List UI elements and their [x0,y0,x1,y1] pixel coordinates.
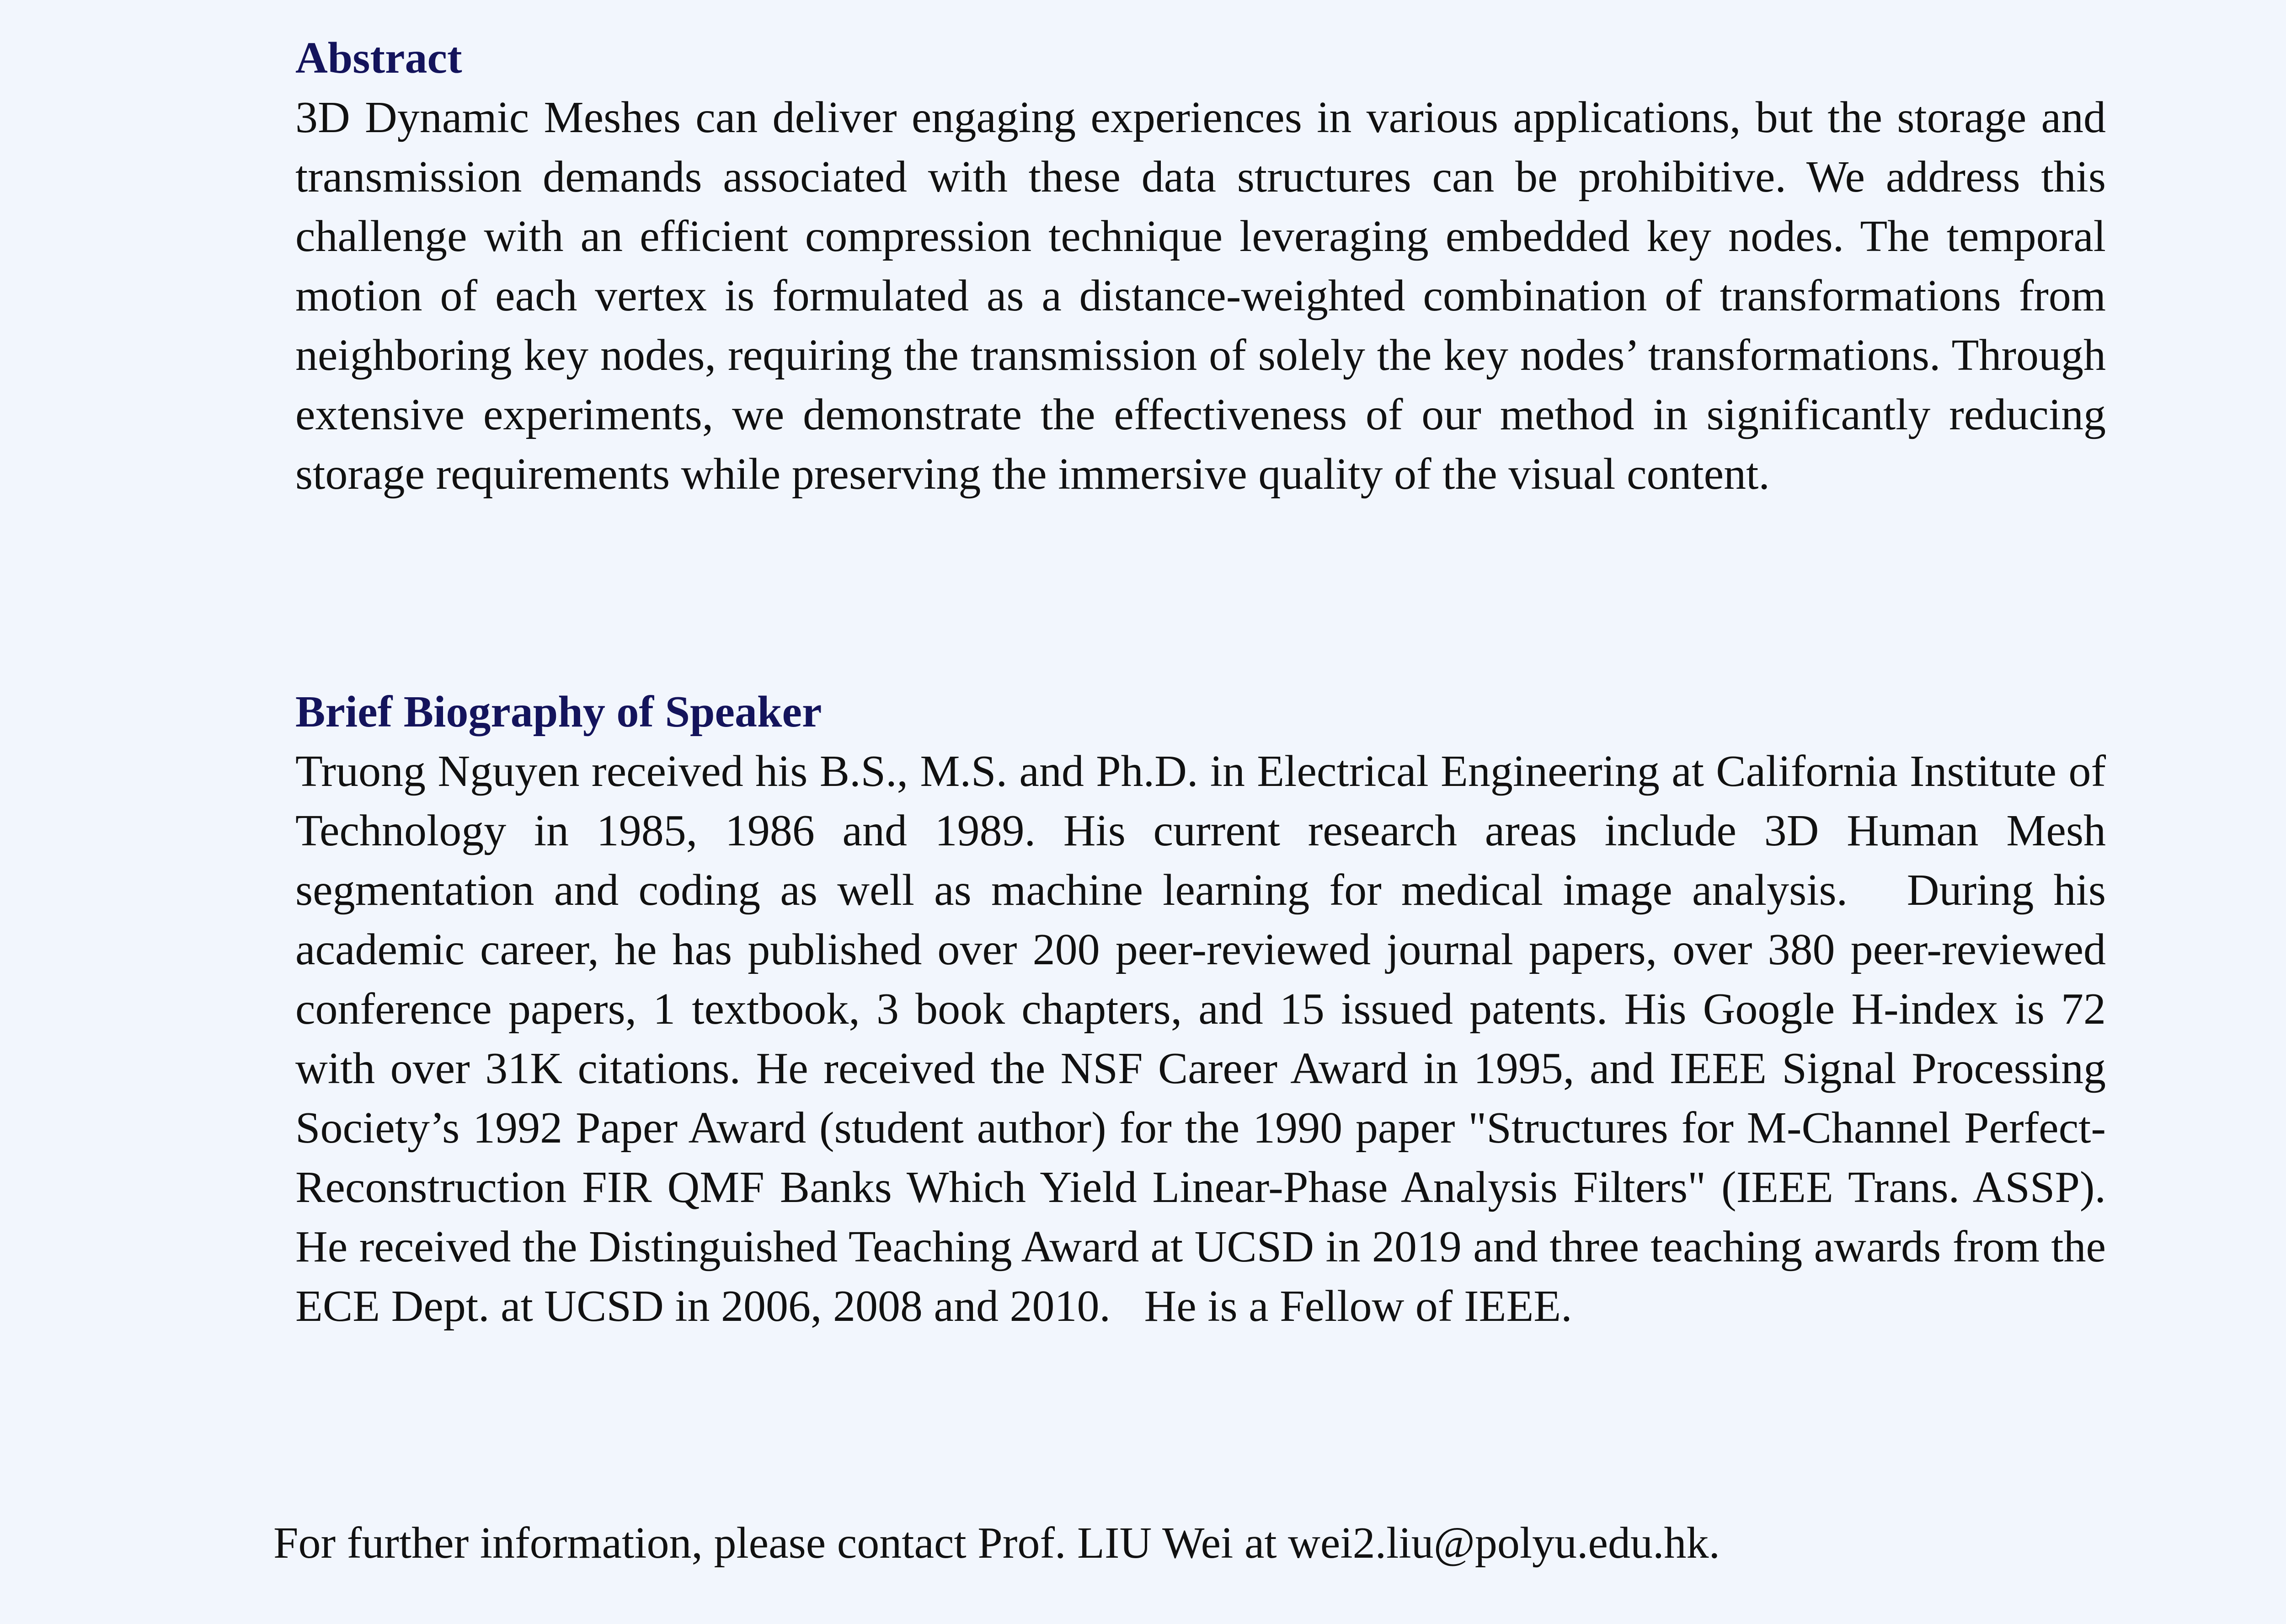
abstract-heading: Abstract [295,33,462,83]
biography-body: Truong Nguyen received his B.S., M.S. and Ph.D. in Electrical Engineering at California Institute of Technology in 1985, 1986 and 1989. His current research areas include 3D Human Mesh segmentation and coding as well as machine learning for medical image analysis. During his academic career, he has published over 200 peer-reviewed journal papers, over 380 peer-reviewed conference papers, 1 textbook, 3 book chapters, and 15 issued patents. His Google H-index is 72 with over 31K citations. He received the NSF Career Award in 1995, and IEEE Signal Processing Society’s 1992 Paper Award (student author) for the 1990 paper "Structures for M-Channel Perfect-Reconstruction FIR QMF Banks Which Yield Linear-Phase Analysis Filters" (IEEE Trans. ASSP). He received the Distinguished Teaching Award at UCSD in 2019 and three teaching awards from the ECE Dept. at UCSD in 2006, 2008 and 2010. He is a Fellow of IEEE. [295,747,2140,1331]
abstract-section [295,28,2117,504]
abstract-body: 3D Dynamic Meshes can deliver engaging experiences in various applications, but the storage and transmission demands associated with these data structures can be prohibitive. We address this challenge with an efficient compression technique leveraging embedded key nodes. The temporal motion of each vertex is formulated as a distance-weighted combination of transformations from neighboring key nodes, requiring the transmission of solely the key nodes’ transformations. Through extensive experiments, we demonstrate the effectiveness of our method in significantly reducing storage requirements while preserving the immersive quality of the visual content. [295,93,2117,499]
biography-section [295,682,2140,1336]
biography-heading: Brief Biography of Speaker [295,687,822,737]
contact-info: For further information, please contact Prof. LIU Wei at wei2.liu@polyu.edu.hk. [273,1518,1720,1568]
